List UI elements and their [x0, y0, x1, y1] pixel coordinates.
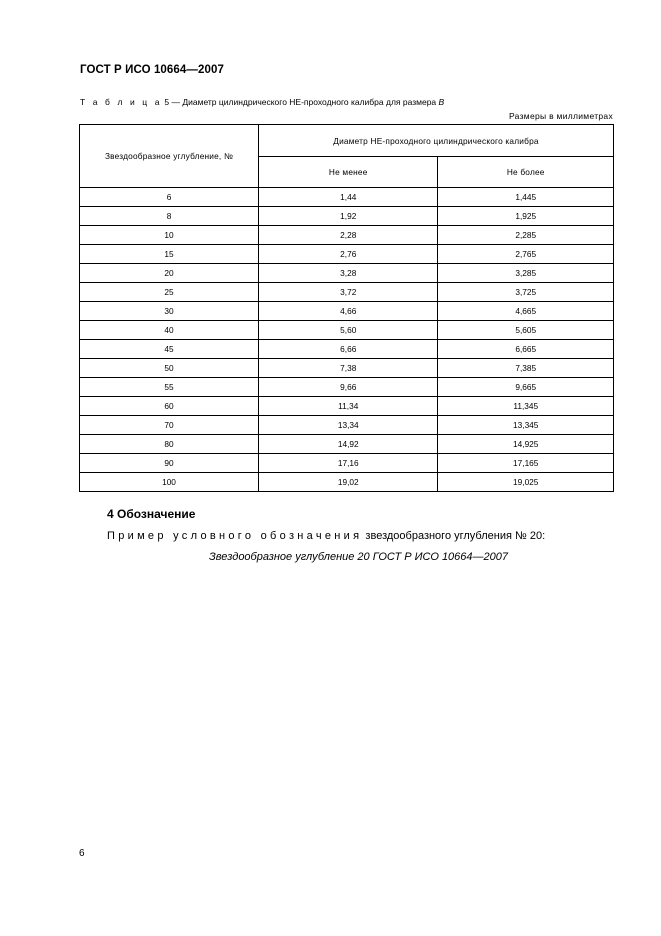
cell-recess-number: 45	[80, 340, 259, 359]
cell-recess-number: 50	[80, 359, 259, 378]
table-row	[80, 378, 614, 397]
page-number: 6	[79, 848, 85, 859]
cell-recess-number: 15	[80, 245, 259, 264]
table-row	[80, 416, 614, 435]
cell-max: 11,345	[438, 397, 614, 416]
table-row	[80, 245, 614, 264]
table-row	[80, 283, 614, 302]
cell-recess-number: 70	[80, 416, 259, 435]
cell-recess-number: 60	[80, 397, 259, 416]
table-row	[80, 207, 614, 226]
col-header-max: Не более	[438, 157, 614, 188]
table-row	[80, 340, 614, 359]
cell-max: 2,285	[438, 226, 614, 245]
designation-example: Звездообразное углубление 20 ГОСТ Р ИСО 10664—2007	[209, 551, 508, 563]
table-row	[80, 473, 614, 492]
example-line	[107, 530, 545, 542]
cell-max: 13,345	[438, 416, 614, 435]
cell-min: 13,34	[259, 416, 438, 435]
cell-min: 3,28	[259, 264, 438, 283]
cell-min: 1,44	[259, 188, 438, 207]
table-row	[80, 397, 614, 416]
cell-min: 14,92	[259, 435, 438, 454]
cell-recess-number: 20	[80, 264, 259, 283]
table-row	[80, 321, 614, 340]
document-header: ГОСТ Р ИСО 10664—2007	[80, 64, 225, 76]
cell-recess-number: 30	[80, 302, 259, 321]
cell-recess-number: 25	[80, 283, 259, 302]
cell-max: 3,285	[438, 264, 614, 283]
cell-max: 3,725	[438, 283, 614, 302]
col-header-recess-number: Звездообразное углубление, №	[80, 125, 259, 188]
col-header-min: Не менее	[259, 157, 438, 188]
cell-recess-number: 80	[80, 435, 259, 454]
cell-max: 17,165	[438, 454, 614, 473]
cell-max: 9,665	[438, 378, 614, 397]
example-label: Пример условного обозначения	[107, 530, 363, 542]
calibre-table	[79, 124, 614, 492]
cell-max: 14,925	[438, 435, 614, 454]
cell-max: 1,445	[438, 188, 614, 207]
cell-min: 6,66	[259, 340, 438, 359]
cell-recess-number: 40	[80, 321, 259, 340]
cell-min: 19,02	[259, 473, 438, 492]
cell-min: 2,28	[259, 226, 438, 245]
cell-recess-number: 6	[80, 188, 259, 207]
cell-min: 11,34	[259, 397, 438, 416]
units-note: Размеры в миллиметрах	[508, 111, 613, 121]
cell-min: 9,66	[259, 378, 438, 397]
table-caption-label: Т а б л и ц а	[80, 97, 163, 107]
cell-recess-number: 8	[80, 207, 259, 226]
table-caption-variable: B	[438, 97, 445, 107]
section-title: 4 Обозначение	[107, 507, 196, 521]
cell-recess-number: 55	[80, 378, 259, 397]
table-caption	[80, 97, 444, 107]
cell-max: 7,385	[438, 359, 614, 378]
table-row	[80, 188, 614, 207]
cell-min: 17,16	[259, 454, 438, 473]
table-caption-text: 5 — Диаметр цилиндрического НЕ-проходного калибра для размера	[162, 97, 439, 107]
cell-recess-number: 100	[80, 473, 259, 492]
cell-max: 6,665	[438, 340, 614, 359]
cell-min: 5,60	[259, 321, 438, 340]
cell-min: 2,76	[259, 245, 438, 264]
table-body	[80, 188, 614, 492]
cell-min: 1,92	[259, 207, 438, 226]
cell-min: 4,66	[259, 302, 438, 321]
col-group-header-diameter: Диаметр НЕ-проходного цилиндрического калибра	[259, 125, 614, 157]
table-row	[80, 435, 614, 454]
cell-max: 2,765	[438, 245, 614, 264]
cell-max: 1,925	[438, 207, 614, 226]
cell-max: 4,665	[438, 302, 614, 321]
cell-max: 5,605	[438, 321, 614, 340]
cell-min: 3,72	[259, 283, 438, 302]
cell-max: 19,025	[438, 473, 614, 492]
cell-min: 7,38	[259, 359, 438, 378]
table-row	[80, 359, 614, 378]
table-row	[80, 226, 614, 245]
table-row	[80, 264, 614, 283]
table-row	[80, 302, 614, 321]
cell-recess-number: 90	[80, 454, 259, 473]
cell-recess-number: 10	[80, 226, 259, 245]
table-row	[80, 454, 614, 473]
example-text: звездообразного углубления № 20:	[362, 530, 546, 542]
